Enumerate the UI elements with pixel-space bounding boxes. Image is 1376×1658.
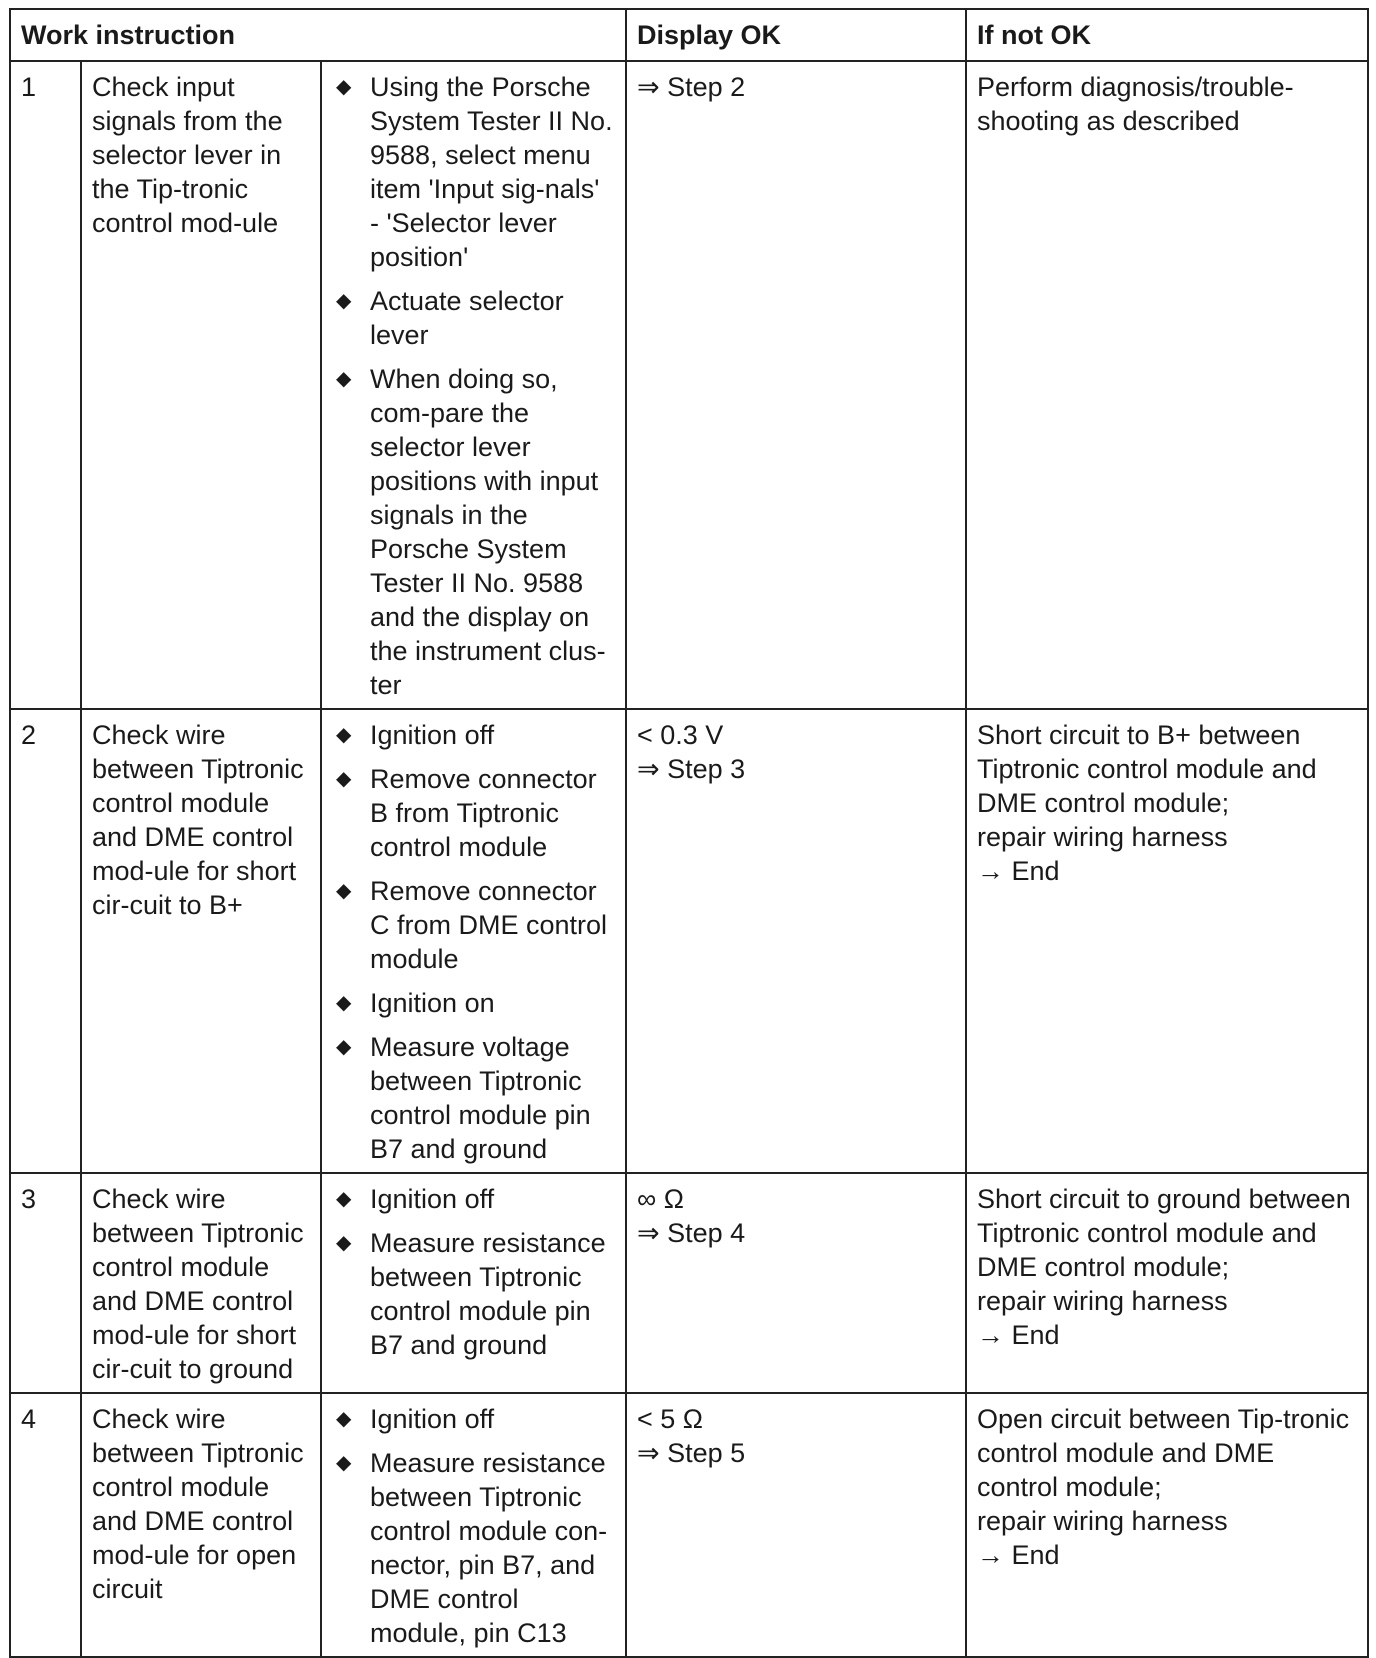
diamond-bullet-icon: ◆ <box>336 992 352 1014</box>
instruction-list-cell <box>321 61 626 709</box>
display-ok-line: ⇒ Step 4 <box>637 1218 746 1248</box>
header-display-ok: Display OK <box>626 9 966 61</box>
list-item <box>332 986 615 1020</box>
header-work-instruction: Work instruction <box>10 9 626 61</box>
table-header-row <box>10 9 1368 61</box>
diamond-bullet-icon: ◆ <box>336 1036 352 1058</box>
check-description: Check wire between Tiptronic control module and DME control mod-ule for short cir-cuit to ground <box>81 1173 321 1393</box>
if-not-ok-line: Open circuit between Tip-tronic control module and DME control module; <box>977 1404 1350 1502</box>
instruction-text: When doing so, com-pare the selector lever positions with input signals in the Porsche System Tester II No. 9588 and the display on the instrument clus-ter <box>370 364 606 700</box>
list-item <box>332 284 615 352</box>
step-number: 3 <box>10 1173 81 1393</box>
if-not-ok-line: Short circuit to ground between Tiptronic control module and DME control module; <box>977 1184 1351 1282</box>
list-item <box>332 718 615 752</box>
instruction-list <box>332 1182 615 1362</box>
check-description: Check input signals from the selector lever in the Tip-tronic control mod-ule <box>81 61 321 709</box>
instruction-text: Measure voltage between Tiptronic control module pin B7 and ground <box>370 1032 591 1164</box>
instruction-list <box>332 1402 615 1650</box>
header-if-not-ok: If not OK <box>966 9 1368 61</box>
display-ok-line: ⇒ Step 2 <box>637 72 746 102</box>
if-not-ok-line: → End <box>977 1320 1060 1350</box>
instruction-list-cell <box>321 1393 626 1657</box>
if-not-ok-line: Perform diagnosis/trouble-shooting as described <box>977 72 1294 136</box>
instruction-text: Measure resistance between Tiptronic control module pin B7 and ground <box>370 1228 606 1360</box>
instruction-text: Ignition on <box>370 988 495 1018</box>
table-row <box>10 709 1368 1173</box>
display-ok-line: < 5 Ω <box>637 1404 703 1434</box>
instruction-text: Ignition off <box>370 1184 495 1214</box>
diamond-bullet-icon: ◆ <box>336 768 352 790</box>
instruction-list <box>332 718 615 1166</box>
instruction-text: Using the Porsche System Tester II No. 9588, select menu item 'Input sig-nals' - 'Selector lever position' <box>370 72 613 272</box>
display-ok-cell <box>626 61 966 709</box>
if-not-ok-cell <box>966 61 1368 709</box>
list-item <box>332 762 615 864</box>
list-item <box>332 1402 615 1436</box>
if-not-ok-cell <box>966 1173 1368 1393</box>
list-item <box>332 874 615 976</box>
if-not-ok-cell <box>966 709 1368 1173</box>
list-item <box>332 70 615 274</box>
if-not-ok-line: repair wiring harness <box>977 1286 1228 1316</box>
if-not-ok-line: → End <box>977 1540 1060 1570</box>
instruction-text: Ignition off <box>370 720 495 750</box>
diamond-bullet-icon: ◆ <box>336 290 352 312</box>
step-number: 2 <box>10 709 81 1173</box>
step-number: 1 <box>10 61 81 709</box>
instruction-text: Remove connector C from DME control module <box>370 876 608 974</box>
list-item <box>332 1446 615 1650</box>
list-item <box>332 1030 615 1166</box>
table-row <box>10 1393 1368 1657</box>
display-ok-line: ∞ Ω <box>637 1184 684 1214</box>
diamond-bullet-icon: ◆ <box>336 1408 352 1430</box>
instruction-list <box>332 70 615 702</box>
instruction-list-cell <box>321 709 626 1173</box>
display-ok-cell <box>626 1393 966 1657</box>
diamond-bullet-icon: ◆ <box>336 368 352 390</box>
diamond-bullet-icon: ◆ <box>336 1188 352 1210</box>
list-item <box>332 1226 615 1362</box>
table-row <box>10 1173 1368 1393</box>
display-ok-cell <box>626 709 966 1173</box>
if-not-ok-line: repair wiring harness <box>977 1506 1228 1536</box>
display-ok-line: ⇒ Step 5 <box>637 1438 746 1468</box>
instruction-text: Measure resistance between Tiptronic control module con-nector, pin B7, and DME control module, pin C13 <box>370 1448 608 1648</box>
if-not-ok-line: repair wiring harness <box>977 822 1228 852</box>
if-not-ok-line: Short circuit to B+ between Tiptronic control module and DME control module; <box>977 720 1317 818</box>
table-row <box>10 61 1368 709</box>
diamond-bullet-icon: ◆ <box>336 76 352 98</box>
check-description: Check wire between Tiptronic control module and DME control mod-ule for short cir-cuit to B+ <box>81 709 321 1173</box>
if-not-ok-cell <box>966 1393 1368 1657</box>
step-number: 4 <box>10 1393 81 1657</box>
work-instruction-table <box>9 8 1369 1658</box>
display-ok-line: < 0.3 V <box>637 720 724 750</box>
list-item <box>332 1182 615 1216</box>
if-not-ok-line: → End <box>977 856 1060 886</box>
instruction-text: Ignition off <box>370 1404 495 1434</box>
display-ok-cell <box>626 1173 966 1393</box>
instruction-text: Actuate selector lever <box>370 286 564 350</box>
instruction-text: Remove connector B from Tiptronic control module <box>370 764 597 862</box>
diamond-bullet-icon: ◆ <box>336 724 352 746</box>
diamond-bullet-icon: ◆ <box>336 1232 352 1254</box>
display-ok-line: ⇒ Step 3 <box>637 754 746 784</box>
instruction-list-cell <box>321 1173 626 1393</box>
check-description: Check wire between Tiptronic control module and DME control mod-ule for open circuit <box>81 1393 321 1657</box>
diamond-bullet-icon: ◆ <box>336 1452 352 1474</box>
diamond-bullet-icon: ◆ <box>336 880 352 902</box>
list-item <box>332 362 615 702</box>
